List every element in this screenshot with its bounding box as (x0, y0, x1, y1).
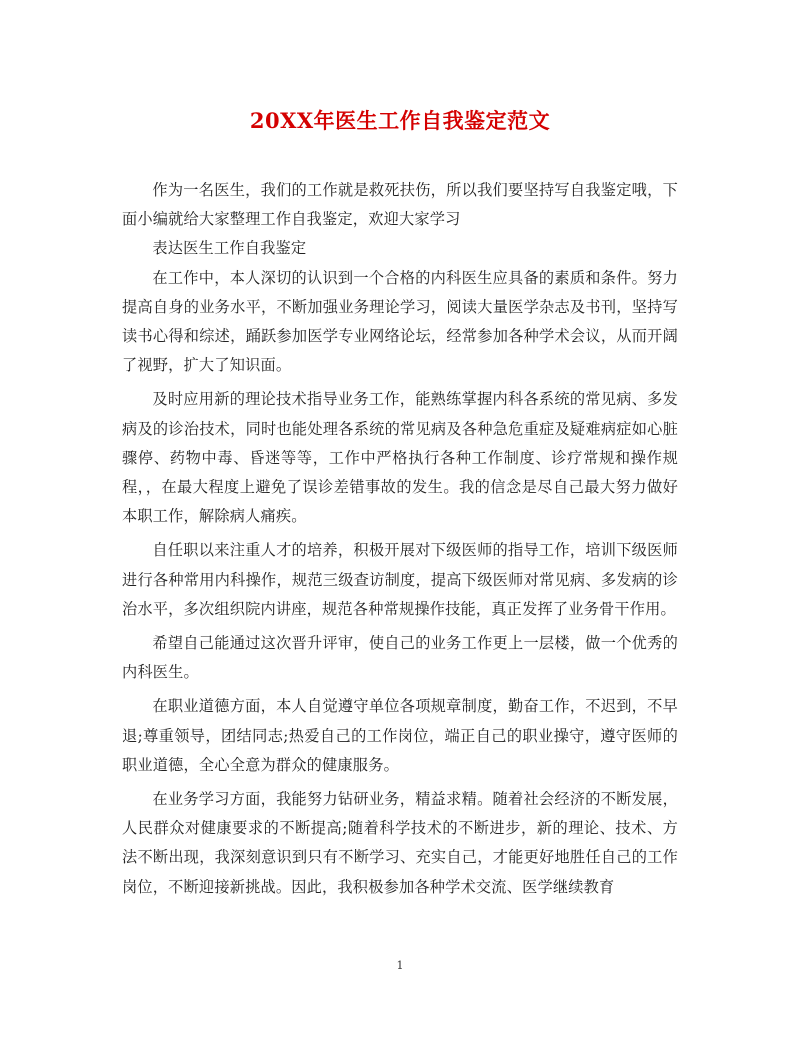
paragraph-theory: 及时应用新的理论技术指导业务工作，能熟练掌握内科各系统的常见病、多发病及的诊治技术，同时也能处理各系统的常见病及各种急危重症及疑难病症如心脏骤停、药物中毒、昏迷等等，工作中严格执行各种工作制度、诊疗常规和操作规程，，在最大程度上避免了误诊差错事故的发生。我的信念是尽自己最大努力做好本职工作，解除病人痛疾。 (122, 390, 678, 526)
paragraph-training: 自任职以来注重人才的培养，积极开展对下级医师的指导工作，培训下级医师进行各种常用内科操作，规范三级查访制度，提高下级医师对常见病、多发病的诊治水平，多次组织院内讲座，规范各种常规操作技能，真正发挥了业务骨干作用。 (122, 541, 678, 618)
paragraph-study: 在业务学习方面，我能努力钻研业务，精益求精。随着社会经济的不断发展，人民群众对健康要求的不断提高;随着科学技术的不断进步，新的理论、技术、方法不断出现，我深刻意识到只有不断学习、充实自己，才能更好地胜任自己的工作岗位，不断迎接新挑战。因此，我积极参加各种学术交流、医学继续教育 (122, 790, 678, 896)
document-body (122, 176, 678, 902)
paragraph-work: 在工作中，本人深切的认识到一个合格的内科医生应具备的素质和条件。努力提高自身的业务水平，不断加强业务理论学习，阅读大量医学杂志及书刊，坚持写读书心得和综述，踊跃参加医学专业网络论坛，经常参加各种学术会议，从而开阔了视野，扩大了知识面。 (122, 268, 678, 375)
page-number: 1 (396, 959, 404, 972)
paragraph-subheading: 表达医生工作自我鉴定 (152, 239, 307, 258)
paragraph-ethics: 在职业道德方面，本人自觉遵守单位各项规章制度，勤奋工作，不迟到，不早退;尊重领导，团结同志;热爱自己的工作岗位，端正自己的职业操守，遵守医师的职业道德，全心全意为群众的健康服务。 (122, 697, 678, 774)
paragraph-hope: 希望自己能通过这次晋升评审，使自己的业务工作更上一层楼，做一个优秀的内科医生。 (122, 634, 678, 682)
paragraph-intro: 作为一名医生，我们的工作就是救死扶伤，所以我们要坚持写自我鉴定哦，下面小编就给大家整理工作自我鉴定，欢迎大家学习 (122, 181, 678, 229)
document-title: 20XX年医生工作自我鉴定范文 (249, 108, 551, 133)
